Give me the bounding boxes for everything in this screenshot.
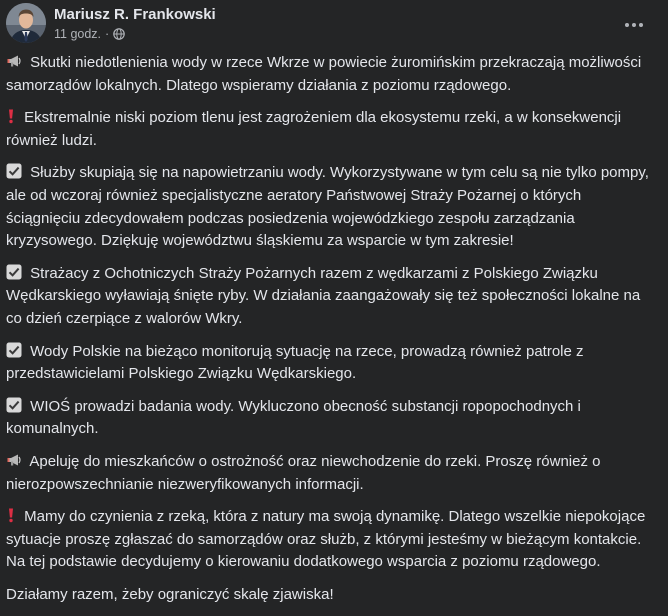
post-paragraph [6,162,658,252]
post-paragraph [6,396,658,441]
post-paragraph [6,341,658,386]
paragraph-text: Mamy do czynienia z rzeką, która z natury ma swoją dynamikę. Dlatego wszelkie niepokojące sytuacje proszę zgłaszać do samorządów oraz służb, z którymi jesteśmy w bieżącym kontakcie. Na tej podstawie decydujemy o kierowaniu dodatkowego wsparcia z poziomu rządowego. [6,508,646,571]
check-box-icon [6,397,22,413]
post-paragraph [6,263,658,331]
paragraph-text: Wody Polskie na bieżąco monitorują sytuację na rzece, prowadzą również patrole z przedstawicielami Polskiego Związku Wędkarskiego. [6,342,584,383]
more-horizontal-icon[interactable] [616,7,652,43]
paragraph-text: Służby skupiają się na napowietrzaniu wody. Wykorzystywane w tym celu są nie tylko pompy, ale od wczoraj również specjalistyczne aeratory Państwowej Straży Pożarnej o których ściągnięciu zdecydowałem podczas posiedzenia wojewódzkiego zespołu zarządzania kryzysowego. Dziękuję województwu śląskiemu za wsparcie w tym zakresie! [6,164,649,250]
megaphone-icon [6,452,22,468]
paragraph-text: Skutki niedotlenienia wody w rzece Wkrze w powiecie żuromińskim przekraczają możliwości samorządów lokalnych. Dlatego wspieramy działania z poziomu rządowego. [6,54,642,94]
post-paragraph [6,506,658,574]
paragraph-text: Ekstremalnie niski poziom tlenu jest zagrożeniem dla ekosystemu rzeki, a w konsekwencji również ludzi. [6,109,622,149]
post-meta [54,27,125,41]
paragraph-text: Strażacy z Ochotniczych Straży Pożarnych razem z wędkarzami z Polskiego Związku Wędkarskiego wyławiają śnięte ryby. W działania zaangażowały się też społeczności lokalne na co dzień czerpiące z walorów Wkry. [6,264,641,327]
author-name[interactable]: Mariusz R. Frankowski [54,6,216,23]
globe-icon[interactable] [113,28,125,40]
post-paragraph [6,52,658,97]
paragraph-text: WIOŚ prowadzi badania wody. Wykluczono obecność substancji ropopochodnych i komunalnych. [6,397,581,438]
red-exclamation-icon [6,108,16,124]
red-exclamation-icon [6,507,16,523]
post-timestamp[interactable]: 11 godz. [54,27,102,41]
post-paragraph [6,584,658,607]
post-text [6,52,658,616]
post-paragraph [6,107,658,152]
megaphone-icon [6,53,22,69]
post-paragraph [6,451,658,496]
paragraph-text: Apeluję do mieszkańców o ostrożność oraz niewchodzenie do rzeki. Proszę również o nierozpowszechnianie niezweryfikowanych informacji. [6,452,601,493]
post-header [6,3,658,45]
check-box-icon [6,342,22,358]
check-box-icon [6,264,22,280]
paragraph-text: Działamy razem, żeby ograniczyć skalę zjawiska! [6,585,334,603]
author-avatar[interactable] [6,3,46,43]
check-box-icon [6,163,22,179]
meta-separator: · [105,27,110,41]
